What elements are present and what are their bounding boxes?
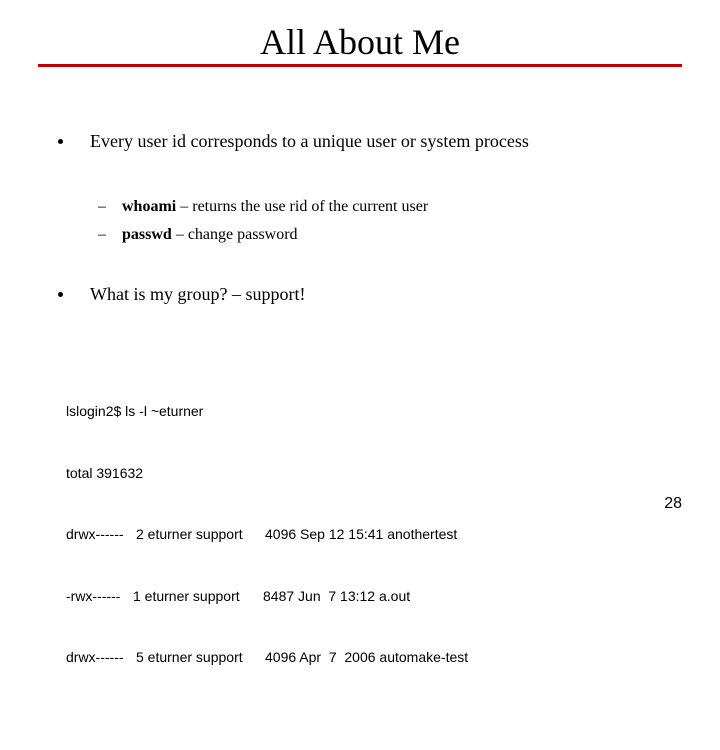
sub-bullet-text: [122, 196, 428, 218]
listing-permissions: -rwx------: [66, 587, 121, 604]
title-underline: [38, 64, 682, 67]
page-number: 28: [664, 495, 682, 512]
terminal-line: total 391632: [66, 464, 144, 481]
dash-icon: –: [98, 198, 106, 215]
terminal-output: [66, 360, 469, 688]
sub-bullet-text: [122, 224, 298, 246]
command-name: whoami: [122, 198, 177, 215]
command-description: – change password: [171, 226, 298, 243]
bullet-dot-icon: [58, 292, 63, 297]
terminal-line: lslogin2$ ls -l ~eturner: [66, 403, 204, 419]
listing-permissions: drwx------: [66, 649, 124, 665]
listing-owner: 5 eturner support: [136, 649, 243, 665]
command-name: passwd: [122, 226, 172, 243]
dash-icon: –: [98, 226, 106, 243]
listing-details: 4096 Sep 12 15:41 anothertest: [265, 526, 458, 542]
slide-title: All About Me: [259, 22, 460, 62]
bullet-text: What is my group? – support!: [90, 284, 306, 304]
listing-permissions: drwx------: [66, 526, 124, 542]
listing-owner: 1 eturner support: [133, 587, 240, 604]
listing-owner: 2 eturner support: [136, 526, 243, 542]
listing-details: 4096 Apr 7 2006 automake-test: [265, 649, 469, 665]
bullet-text: Every user id corresponds to a unique user or system process: [90, 131, 529, 151]
listing-row: [66, 586, 411, 607]
listing-row: [66, 647, 469, 668]
command-description: – returns the use rid of the current user: [176, 198, 429, 215]
listing-row: [66, 524, 458, 545]
listing-details: 8487 Jun 7 13:12 a.out: [263, 587, 411, 604]
bullet-dot-icon: [58, 139, 63, 144]
